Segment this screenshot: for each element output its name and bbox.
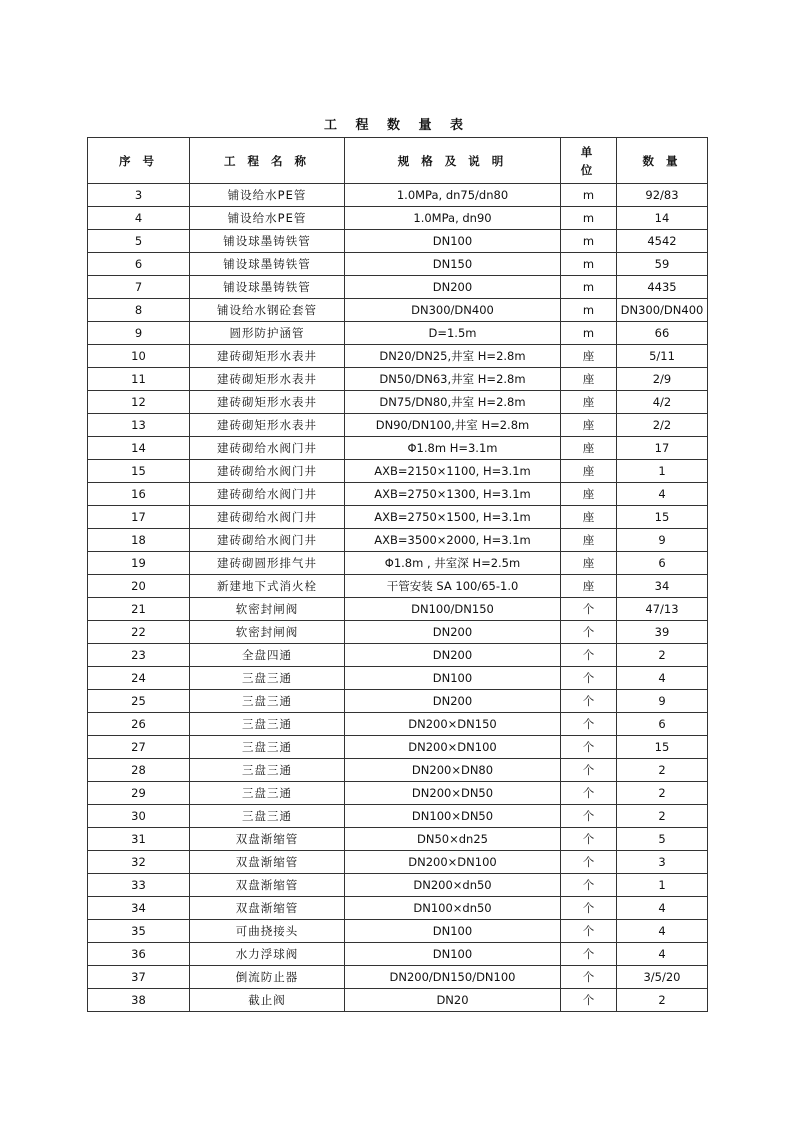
table-row	[88, 828, 708, 851]
cell-seq: 37	[88, 966, 190, 989]
table-row	[88, 874, 708, 897]
cell-name: 建砖砌圆形排气井	[190, 552, 345, 575]
cell-spec: DN20	[345, 989, 561, 1012]
cell-unit: m	[561, 230, 617, 253]
cell-qty: 2	[617, 759, 708, 782]
cell-qty: 5/11	[617, 345, 708, 368]
table-row	[88, 943, 708, 966]
cell-seq: 25	[88, 690, 190, 713]
cell-name: 铺设给水钢砼套管	[190, 299, 345, 322]
cell-name: 三盘三通	[190, 736, 345, 759]
cell-spec: DN100×dn50	[345, 897, 561, 920]
cell-seq: 20	[88, 575, 190, 598]
cell-spec: DN200×DN100	[345, 736, 561, 759]
cell-unit: 座	[561, 552, 617, 575]
table-row	[88, 621, 708, 644]
cell-spec: DN75/DN80,井室 H=2.8m	[345, 391, 561, 414]
cell-unit: 个	[561, 966, 617, 989]
cell-spec: DN100	[345, 920, 561, 943]
cell-spec: DN50/DN63,井室 H=2.8m	[345, 368, 561, 391]
cell-qty: 9	[617, 529, 708, 552]
cell-seq: 8	[88, 299, 190, 322]
cell-unit: m	[561, 322, 617, 345]
cell-spec: DN100	[345, 943, 561, 966]
cell-spec: AXB=2750×1300, H=3.1m	[345, 483, 561, 506]
table-row	[88, 920, 708, 943]
cell-qty: 9	[617, 690, 708, 713]
cell-seq: 31	[88, 828, 190, 851]
cell-seq: 7	[88, 276, 190, 299]
cell-spec: 干管安装 SA 100/65-1.0	[345, 575, 561, 598]
cell-unit: 座	[561, 345, 617, 368]
cell-name: 建砖砌矩形水表井	[190, 391, 345, 414]
cell-name: 双盘渐缩管	[190, 874, 345, 897]
cell-unit: 个	[561, 782, 617, 805]
table-row	[88, 230, 708, 253]
table-row	[88, 345, 708, 368]
cell-seq: 9	[88, 322, 190, 345]
cell-qty: 4/2	[617, 391, 708, 414]
cell-spec: DN150	[345, 253, 561, 276]
cell-unit: 座	[561, 368, 617, 391]
header-unit	[561, 138, 617, 184]
table-row	[88, 759, 708, 782]
cell-name: 建砖砌矩形水表井	[190, 414, 345, 437]
header-unit-bottom: 位	[580, 162, 597, 177]
cell-spec: DN50×dn25	[345, 828, 561, 851]
cell-seq: 22	[88, 621, 190, 644]
cell-unit: 个	[561, 989, 617, 1012]
cell-name: 三盘三通	[190, 759, 345, 782]
cell-spec: DN200×dn50	[345, 874, 561, 897]
table-header	[88, 138, 708, 184]
table-row	[88, 414, 708, 437]
cell-spec: DN200	[345, 690, 561, 713]
table-row	[88, 322, 708, 345]
cell-spec: DN200×DN50	[345, 782, 561, 805]
cell-name: 软密封闸阀	[190, 598, 345, 621]
cell-seq: 33	[88, 874, 190, 897]
cell-seq: 34	[88, 897, 190, 920]
cell-unit: 个	[561, 828, 617, 851]
cell-spec: D=1.5m	[345, 322, 561, 345]
cell-seq: 23	[88, 644, 190, 667]
cell-qty: DN300/DN400	[617, 299, 708, 322]
cell-unit: 座	[561, 529, 617, 552]
cell-name: 三盘三通	[190, 690, 345, 713]
table-row	[88, 598, 708, 621]
table-row	[88, 805, 708, 828]
cell-spec: DN200×DN80	[345, 759, 561, 782]
cell-spec: DN20/DN25,井室 H=2.8m	[345, 345, 561, 368]
cell-name: 铺设球墨铸铁管	[190, 253, 345, 276]
cell-spec: DN100/DN150	[345, 598, 561, 621]
cell-seq: 4	[88, 207, 190, 230]
cell-unit: m	[561, 276, 617, 299]
cell-qty: 1	[617, 874, 708, 897]
cell-name: 铺设给水PE管	[190, 207, 345, 230]
cell-name: 双盘渐缩管	[190, 897, 345, 920]
cell-qty: 15	[617, 506, 708, 529]
header-name: 工 程 名 称	[190, 138, 345, 184]
table-row	[88, 644, 708, 667]
cell-unit: 个	[561, 897, 617, 920]
cell-name: 建砖砌给水阀门井	[190, 483, 345, 506]
cell-unit: 个	[561, 874, 617, 897]
cell-name: 建砖砌矩形水表井	[190, 368, 345, 391]
table-row	[88, 460, 708, 483]
cell-unit: 个	[561, 667, 617, 690]
cell-name: 三盘三通	[190, 805, 345, 828]
cell-qty: 4	[617, 943, 708, 966]
cell-qty: 2/9	[617, 368, 708, 391]
cell-name: 建砖砌给水阀门井	[190, 529, 345, 552]
cell-seq: 13	[88, 414, 190, 437]
table-row	[88, 506, 708, 529]
cell-unit: 个	[561, 920, 617, 943]
cell-unit: 个	[561, 851, 617, 874]
cell-qty: 3/5/20	[617, 966, 708, 989]
table-row	[88, 529, 708, 552]
cell-seq: 29	[88, 782, 190, 805]
table-row	[88, 851, 708, 874]
cell-name: 建砖砌矩形水表井	[190, 345, 345, 368]
cell-seq: 35	[88, 920, 190, 943]
cell-unit: 座	[561, 483, 617, 506]
cell-unit: 个	[561, 690, 617, 713]
cell-unit: 个	[561, 598, 617, 621]
table-row	[88, 667, 708, 690]
cell-qty: 4	[617, 897, 708, 920]
cell-seq: 12	[88, 391, 190, 414]
cell-seq: 18	[88, 529, 190, 552]
cell-qty: 4	[617, 920, 708, 943]
cell-spec: AXB=3500×2000, H=3.1m	[345, 529, 561, 552]
cell-seq: 36	[88, 943, 190, 966]
cell-name: 水力浮球阀	[190, 943, 345, 966]
header-unit-top: 单	[580, 144, 597, 159]
cell-unit: 个	[561, 943, 617, 966]
cell-qty: 2	[617, 644, 708, 667]
cell-seq: 16	[88, 483, 190, 506]
table-row	[88, 966, 708, 989]
cell-unit: m	[561, 299, 617, 322]
cell-spec: DN90/DN100,井室 H=2.8m	[345, 414, 561, 437]
cell-unit: 个	[561, 759, 617, 782]
table-row	[88, 299, 708, 322]
cell-unit: 座	[561, 391, 617, 414]
cell-spec: DN200/DN150/DN100	[345, 966, 561, 989]
table-row	[88, 552, 708, 575]
cell-name: 新建地下式消火栓	[190, 575, 345, 598]
cell-spec: DN100×DN50	[345, 805, 561, 828]
cell-seq: 24	[88, 667, 190, 690]
cell-name: 三盘三通	[190, 713, 345, 736]
cell-qty: 2	[617, 782, 708, 805]
cell-spec: DN100	[345, 667, 561, 690]
cell-name: 建砖砌给水阀门井	[190, 506, 345, 529]
cell-seq: 38	[88, 989, 190, 1012]
cell-qty: 34	[617, 575, 708, 598]
header-seq: 序 号	[88, 138, 190, 184]
cell-qty: 66	[617, 322, 708, 345]
cell-seq: 14	[88, 437, 190, 460]
cell-spec: AXB=2150×1100, H=3.1m	[345, 460, 561, 483]
cell-name: 双盘渐缩管	[190, 828, 345, 851]
cell-seq: 27	[88, 736, 190, 759]
cell-qty: 1	[617, 460, 708, 483]
table-row	[88, 207, 708, 230]
cell-name: 铺设球墨铸铁管	[190, 230, 345, 253]
table-row	[88, 782, 708, 805]
cell-seq: 32	[88, 851, 190, 874]
page-title: 工 程 数 量 表	[323, 118, 471, 133]
table-row	[88, 736, 708, 759]
cell-name: 铺设给水PE管	[190, 184, 345, 207]
table-row	[88, 368, 708, 391]
cell-qty: 4	[617, 667, 708, 690]
cell-unit: 座	[561, 437, 617, 460]
cell-qty: 6	[617, 552, 708, 575]
cell-qty: 4	[617, 483, 708, 506]
table-row	[88, 391, 708, 414]
cell-name: 三盘三通	[190, 782, 345, 805]
cell-qty: 47/13	[617, 598, 708, 621]
cell-unit: 个	[561, 621, 617, 644]
cell-qty: 5	[617, 828, 708, 851]
cell-spec: DN200	[345, 621, 561, 644]
table-body	[88, 184, 708, 1012]
cell-seq: 11	[88, 368, 190, 391]
table-row	[88, 184, 708, 207]
cell-unit: m	[561, 207, 617, 230]
cell-name: 建砖砌给水阀门井	[190, 460, 345, 483]
header-qty: 数 量	[617, 138, 708, 184]
cell-qty: 2/2	[617, 414, 708, 437]
cell-seq: 26	[88, 713, 190, 736]
cell-unit: m	[561, 184, 617, 207]
cell-seq: 28	[88, 759, 190, 782]
cell-spec: DN200×DN150	[345, 713, 561, 736]
cell-name: 圆形防护涵管	[190, 322, 345, 345]
cell-name: 倒流防止器	[190, 966, 345, 989]
cell-qty: 4542	[617, 230, 708, 253]
cell-unit: m	[561, 253, 617, 276]
table-row	[88, 276, 708, 299]
cell-spec: DN300/DN400	[345, 299, 561, 322]
table-row	[88, 690, 708, 713]
cell-unit: 座	[561, 506, 617, 529]
cell-qty: 92/83	[617, 184, 708, 207]
table-row	[88, 989, 708, 1012]
cell-seq: 30	[88, 805, 190, 828]
cell-name: 软密封闸阀	[190, 621, 345, 644]
cell-qty: 6	[617, 713, 708, 736]
cell-unit: 个	[561, 713, 617, 736]
cell-name: 可曲挠接头	[190, 920, 345, 943]
cell-unit: 座	[561, 414, 617, 437]
cell-spec: 1.0MPa, dn90	[345, 207, 561, 230]
cell-qty: 15	[617, 736, 708, 759]
table-row	[88, 483, 708, 506]
cell-unit: 座	[561, 460, 617, 483]
cell-qty: 4435	[617, 276, 708, 299]
cell-seq: 3	[88, 184, 190, 207]
cell-spec: 1.0MPa, dn75/dn80	[345, 184, 561, 207]
header-spec: 规 格 及 说 明	[345, 138, 561, 184]
cell-seq: 5	[88, 230, 190, 253]
cell-spec: Φ1.8m , 井室深 H=2.5m	[345, 552, 561, 575]
cell-spec: DN200	[345, 644, 561, 667]
cell-unit: 个	[561, 805, 617, 828]
cell-name: 铺设球墨铸铁管	[190, 276, 345, 299]
cell-qty: 2	[617, 805, 708, 828]
quantity-table	[87, 137, 708, 1012]
cell-qty: 59	[617, 253, 708, 276]
cell-unit: 个	[561, 644, 617, 667]
table-row	[88, 575, 708, 598]
table-row	[88, 253, 708, 276]
cell-qty: 17	[617, 437, 708, 460]
cell-unit: 个	[561, 736, 617, 759]
cell-seq: 21	[88, 598, 190, 621]
table-row	[88, 897, 708, 920]
cell-spec: DN200	[345, 276, 561, 299]
cell-qty: 39	[617, 621, 708, 644]
cell-qty: 14	[617, 207, 708, 230]
cell-spec: AXB=2750×1500, H=3.1m	[345, 506, 561, 529]
table-row	[88, 713, 708, 736]
cell-name: 双盘渐缩管	[190, 851, 345, 874]
cell-name: 全盘四通	[190, 644, 345, 667]
cell-seq: 10	[88, 345, 190, 368]
cell-name: 截止阀	[190, 989, 345, 1012]
cell-seq: 15	[88, 460, 190, 483]
cell-unit: 座	[561, 575, 617, 598]
cell-name: 三盘三通	[190, 667, 345, 690]
table-row	[88, 437, 708, 460]
cell-seq: 17	[88, 506, 190, 529]
cell-name: 建砖砌给水阀门井	[190, 437, 345, 460]
cell-spec: DN100	[345, 230, 561, 253]
cell-qty: 2	[617, 989, 708, 1012]
cell-seq: 6	[88, 253, 190, 276]
cell-seq: 19	[88, 552, 190, 575]
cell-spec: DN200×DN100	[345, 851, 561, 874]
cell-spec: Φ1.8m H=3.1m	[345, 437, 561, 460]
cell-qty: 3	[617, 851, 708, 874]
